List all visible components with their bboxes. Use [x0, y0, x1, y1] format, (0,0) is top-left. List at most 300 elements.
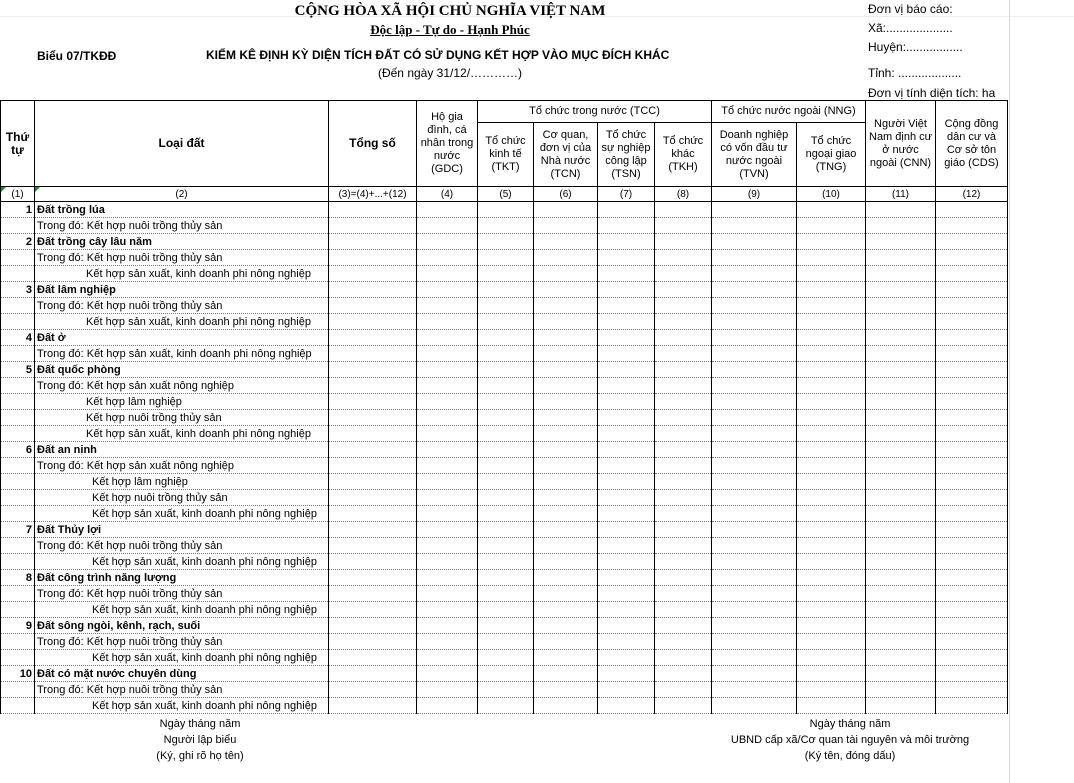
- value-cell[interactable]: [598, 666, 655, 682]
- value-cell[interactable]: [866, 586, 936, 602]
- value-cell[interactable]: [417, 698, 478, 714]
- value-cell[interactable]: [598, 346, 655, 362]
- value-cell[interactable]: [598, 602, 655, 618]
- value-cell[interactable]: [866, 266, 936, 282]
- value-cell[interactable]: [797, 202, 866, 218]
- value-cell[interactable]: [534, 394, 598, 410]
- value-cell[interactable]: [655, 442, 712, 458]
- value-cell[interactable]: [712, 202, 797, 218]
- value-cell[interactable]: [655, 634, 712, 650]
- value-cell[interactable]: [712, 330, 797, 346]
- value-cell[interactable]: [936, 458, 1008, 474]
- value-cell[interactable]: [712, 698, 797, 714]
- value-cell[interactable]: [478, 426, 534, 442]
- value-cell[interactable]: [478, 666, 534, 682]
- value-cell[interactable]: [534, 458, 598, 474]
- land-type-cell[interactable]: [35, 298, 329, 314]
- value-cell[interactable]: [534, 570, 598, 586]
- value-cell[interactable]: [534, 554, 598, 570]
- value-cell[interactable]: [936, 250, 1008, 266]
- value-cell[interactable]: [329, 570, 417, 586]
- value-cell[interactable]: [534, 682, 598, 698]
- value-cell[interactable]: [866, 330, 936, 346]
- value-cell[interactable]: [417, 330, 478, 346]
- value-cell[interactable]: [478, 538, 534, 554]
- value-cell[interactable]: [866, 698, 936, 714]
- value-cell[interactable]: [534, 362, 598, 378]
- value-cell[interactable]: [598, 618, 655, 634]
- value-cell[interactable]: [478, 202, 534, 218]
- value-cell[interactable]: [534, 218, 598, 234]
- value-cell[interactable]: [712, 378, 797, 394]
- value-cell[interactable]: [534, 378, 598, 394]
- value-cell[interactable]: [797, 234, 866, 250]
- value-cell[interactable]: [936, 602, 1008, 618]
- value-cell[interactable]: [329, 666, 417, 682]
- value-cell[interactable]: [866, 618, 936, 634]
- value-cell[interactable]: [478, 362, 534, 378]
- value-cell[interactable]: [866, 554, 936, 570]
- value-cell[interactable]: [478, 458, 534, 474]
- value-cell[interactable]: [329, 298, 417, 314]
- value-cell[interactable]: [417, 490, 478, 506]
- value-cell[interactable]: [655, 394, 712, 410]
- value-cell[interactable]: [797, 458, 866, 474]
- value-cell[interactable]: [866, 218, 936, 234]
- value-cell[interactable]: [598, 378, 655, 394]
- value-cell[interactable]: [712, 538, 797, 554]
- value-cell[interactable]: [712, 586, 797, 602]
- value-cell[interactable]: [329, 522, 417, 538]
- value-cell[interactable]: [534, 346, 598, 362]
- value-cell[interactable]: [598, 314, 655, 330]
- value-cell[interactable]: [534, 314, 598, 330]
- value-cell[interactable]: [598, 522, 655, 538]
- value-cell[interactable]: [797, 586, 866, 602]
- value-cell[interactable]: [329, 554, 417, 570]
- value-cell[interactable]: [712, 634, 797, 650]
- value-cell[interactable]: [598, 250, 655, 266]
- value-cell[interactable]: [655, 234, 712, 250]
- value-cell[interactable]: [655, 538, 712, 554]
- value-cell[interactable]: [797, 394, 866, 410]
- value-cell[interactable]: [329, 602, 417, 618]
- value-cell[interactable]: [866, 362, 936, 378]
- value-cell[interactable]: [866, 378, 936, 394]
- land-type-cell[interactable]: [35, 458, 329, 474]
- value-cell[interactable]: [329, 250, 417, 266]
- value-cell[interactable]: [534, 522, 598, 538]
- value-cell[interactable]: [329, 314, 417, 330]
- value-cell[interactable]: [936, 394, 1008, 410]
- land-type-cell[interactable]: [35, 442, 329, 458]
- value-cell[interactable]: [417, 570, 478, 586]
- value-cell[interactable]: [936, 570, 1008, 586]
- value-cell[interactable]: [598, 538, 655, 554]
- value-cell[interactable]: [936, 474, 1008, 490]
- value-cell[interactable]: [712, 490, 797, 506]
- value-cell[interactable]: [655, 298, 712, 314]
- value-cell[interactable]: [534, 426, 598, 442]
- land-type-cell[interactable]: [35, 378, 329, 394]
- value-cell[interactable]: [598, 554, 655, 570]
- value-cell[interactable]: [478, 442, 534, 458]
- value-cell[interactable]: [936, 650, 1008, 666]
- value-cell[interactable]: [329, 474, 417, 490]
- value-cell[interactable]: [329, 650, 417, 666]
- value-cell[interactable]: [329, 282, 417, 298]
- value-cell[interactable]: [598, 410, 655, 426]
- value-cell[interactable]: [797, 330, 866, 346]
- value-cell[interactable]: [712, 282, 797, 298]
- value-cell[interactable]: [866, 506, 936, 522]
- land-type-cell[interactable]: [35, 602, 329, 618]
- value-cell[interactable]: [936, 314, 1008, 330]
- value-cell[interactable]: [478, 346, 534, 362]
- value-cell[interactable]: [936, 362, 1008, 378]
- value-cell[interactable]: [478, 298, 534, 314]
- value-cell[interactable]: [534, 698, 598, 714]
- value-cell[interactable]: [417, 346, 478, 362]
- value-cell[interactable]: [598, 282, 655, 298]
- value-cell[interactable]: [329, 618, 417, 634]
- value-cell[interactable]: [712, 570, 797, 586]
- value-cell[interactable]: [478, 522, 534, 538]
- value-cell[interactable]: [936, 282, 1008, 298]
- value-cell[interactable]: [936, 330, 1008, 346]
- value-cell[interactable]: [417, 298, 478, 314]
- land-type-cell[interactable]: [35, 634, 329, 650]
- value-cell[interactable]: [598, 330, 655, 346]
- value-cell[interactable]: [329, 234, 417, 250]
- value-cell[interactable]: [712, 314, 797, 330]
- value-cell[interactable]: [655, 330, 712, 346]
- value-cell[interactable]: [478, 410, 534, 426]
- value-cell[interactable]: [866, 602, 936, 618]
- value-cell[interactable]: [936, 442, 1008, 458]
- value-cell[interactable]: [329, 202, 417, 218]
- value-cell[interactable]: [655, 570, 712, 586]
- value-cell[interactable]: [598, 298, 655, 314]
- value-cell[interactable]: [655, 378, 712, 394]
- value-cell[interactable]: [598, 474, 655, 490]
- land-type-cell[interactable]: [35, 666, 329, 682]
- value-cell[interactable]: [417, 650, 478, 666]
- value-cell[interactable]: [534, 250, 598, 266]
- value-cell[interactable]: [712, 682, 797, 698]
- value-cell[interactable]: [797, 490, 866, 506]
- value-cell[interactable]: [478, 570, 534, 586]
- land-type-cell[interactable]: [35, 330, 329, 346]
- value-cell[interactable]: [598, 362, 655, 378]
- value-cell[interactable]: [534, 634, 598, 650]
- value-cell[interactable]: [866, 666, 936, 682]
- value-cell[interactable]: [655, 458, 712, 474]
- value-cell[interactable]: [417, 234, 478, 250]
- value-cell[interactable]: [329, 426, 417, 442]
- land-type-cell[interactable]: [35, 506, 329, 522]
- value-cell[interactable]: [598, 202, 655, 218]
- value-cell[interactable]: [478, 314, 534, 330]
- value-cell[interactable]: [936, 266, 1008, 282]
- value-cell[interactable]: [534, 282, 598, 298]
- value-cell[interactable]: [329, 442, 417, 458]
- value-cell[interactable]: [712, 506, 797, 522]
- value-cell[interactable]: [712, 522, 797, 538]
- value-cell[interactable]: [417, 458, 478, 474]
- value-cell[interactable]: [598, 650, 655, 666]
- value-cell[interactable]: [534, 474, 598, 490]
- value-cell[interactable]: [797, 410, 866, 426]
- value-cell[interactable]: [478, 650, 534, 666]
- value-cell[interactable]: [534, 330, 598, 346]
- value-cell[interactable]: [417, 666, 478, 682]
- value-cell[interactable]: [478, 330, 534, 346]
- value-cell[interactable]: [797, 538, 866, 554]
- value-cell[interactable]: [478, 602, 534, 618]
- value-cell[interactable]: [478, 506, 534, 522]
- value-cell[interactable]: [478, 266, 534, 282]
- value-cell[interactable]: [417, 618, 478, 634]
- value-cell[interactable]: [478, 378, 534, 394]
- value-cell[interactable]: [534, 410, 598, 426]
- value-cell[interactable]: [478, 394, 534, 410]
- value-cell[interactable]: [936, 522, 1008, 538]
- value-cell[interactable]: [478, 474, 534, 490]
- value-cell[interactable]: [797, 666, 866, 682]
- value-cell[interactable]: [797, 474, 866, 490]
- value-cell[interactable]: [936, 490, 1008, 506]
- value-cell[interactable]: [417, 682, 478, 698]
- value-cell[interactable]: [936, 618, 1008, 634]
- value-cell[interactable]: [534, 234, 598, 250]
- land-type-cell[interactable]: [35, 282, 329, 298]
- value-cell[interactable]: [797, 650, 866, 666]
- value-cell[interactable]: [417, 202, 478, 218]
- value-cell[interactable]: [866, 394, 936, 410]
- value-cell[interactable]: [712, 426, 797, 442]
- value-cell[interactable]: [534, 506, 598, 522]
- value-cell[interactable]: [712, 650, 797, 666]
- value-cell[interactable]: [797, 266, 866, 282]
- value-cell[interactable]: [797, 314, 866, 330]
- value-cell[interactable]: [417, 410, 478, 426]
- value-cell[interactable]: [534, 586, 598, 602]
- land-type-cell[interactable]: [35, 474, 329, 490]
- value-cell[interactable]: [936, 218, 1008, 234]
- value-cell[interactable]: [936, 202, 1008, 218]
- value-cell[interactable]: [866, 570, 936, 586]
- value-cell[interactable]: [936, 698, 1008, 714]
- value-cell[interactable]: [478, 554, 534, 570]
- value-cell[interactable]: [712, 362, 797, 378]
- value-cell[interactable]: [655, 698, 712, 714]
- value-cell[interactable]: [655, 522, 712, 538]
- value-cell[interactable]: [797, 250, 866, 266]
- value-cell[interactable]: [329, 634, 417, 650]
- value-cell[interactable]: [936, 538, 1008, 554]
- value-cell[interactable]: [797, 442, 866, 458]
- value-cell[interactable]: [534, 266, 598, 282]
- value-cell[interactable]: [417, 426, 478, 442]
- value-cell[interactable]: [598, 218, 655, 234]
- value-cell[interactable]: [478, 282, 534, 298]
- value-cell[interactable]: [598, 698, 655, 714]
- value-cell[interactable]: [655, 474, 712, 490]
- value-cell[interactable]: [866, 410, 936, 426]
- value-cell[interactable]: [329, 586, 417, 602]
- value-cell[interactable]: [866, 282, 936, 298]
- value-cell[interactable]: [417, 538, 478, 554]
- land-type-cell[interactable]: [35, 586, 329, 602]
- value-cell[interactable]: [936, 506, 1008, 522]
- value-cell[interactable]: [797, 298, 866, 314]
- value-cell[interactable]: [936, 554, 1008, 570]
- value-cell[interactable]: [712, 234, 797, 250]
- value-cell[interactable]: [866, 442, 936, 458]
- value-cell[interactable]: [329, 330, 417, 346]
- land-type-cell[interactable]: [35, 250, 329, 266]
- value-cell[interactable]: [598, 442, 655, 458]
- value-cell[interactable]: [655, 346, 712, 362]
- value-cell[interactable]: [866, 234, 936, 250]
- value-cell[interactable]: [712, 218, 797, 234]
- land-type-cell[interactable]: [35, 362, 329, 378]
- value-cell[interactable]: [417, 506, 478, 522]
- value-cell[interactable]: [866, 650, 936, 666]
- value-cell[interactable]: [478, 634, 534, 650]
- value-cell[interactable]: [598, 634, 655, 650]
- value-cell[interactable]: [417, 250, 478, 266]
- value-cell[interactable]: [417, 586, 478, 602]
- value-cell[interactable]: [417, 378, 478, 394]
- value-cell[interactable]: [712, 458, 797, 474]
- value-cell[interactable]: [534, 202, 598, 218]
- value-cell[interactable]: [797, 426, 866, 442]
- value-cell[interactable]: [936, 298, 1008, 314]
- value-cell[interactable]: [598, 586, 655, 602]
- value-cell[interactable]: [866, 426, 936, 442]
- value-cell[interactable]: [655, 282, 712, 298]
- value-cell[interactable]: [598, 570, 655, 586]
- value-cell[interactable]: [329, 362, 417, 378]
- value-cell[interactable]: [712, 266, 797, 282]
- value-cell[interactable]: [655, 602, 712, 618]
- value-cell[interactable]: [478, 698, 534, 714]
- value-cell[interactable]: [417, 442, 478, 458]
- land-type-cell[interactable]: [35, 618, 329, 634]
- value-cell[interactable]: [598, 682, 655, 698]
- value-cell[interactable]: [866, 682, 936, 698]
- value-cell[interactable]: [329, 218, 417, 234]
- value-cell[interactable]: [417, 314, 478, 330]
- value-cell[interactable]: [866, 314, 936, 330]
- value-cell[interactable]: [478, 218, 534, 234]
- value-cell[interactable]: [797, 570, 866, 586]
- value-cell[interactable]: [866, 458, 936, 474]
- value-cell[interactable]: [329, 682, 417, 698]
- value-cell[interactable]: [797, 506, 866, 522]
- land-type-cell[interactable]: [35, 394, 329, 410]
- land-type-cell[interactable]: [35, 234, 329, 250]
- value-cell[interactable]: [329, 410, 417, 426]
- value-cell[interactable]: [866, 522, 936, 538]
- value-cell[interactable]: [797, 634, 866, 650]
- value-cell[interactable]: [478, 250, 534, 266]
- value-cell[interactable]: [712, 250, 797, 266]
- value-cell[interactable]: [534, 298, 598, 314]
- value-cell[interactable]: [329, 378, 417, 394]
- value-cell[interactable]: [797, 346, 866, 362]
- value-cell[interactable]: [329, 458, 417, 474]
- value-cell[interactable]: [936, 666, 1008, 682]
- value-cell[interactable]: [417, 522, 478, 538]
- value-cell[interactable]: [655, 650, 712, 666]
- value-cell[interactable]: [797, 618, 866, 634]
- value-cell[interactable]: [797, 522, 866, 538]
- value-cell[interactable]: [417, 554, 478, 570]
- value-cell[interactable]: [655, 682, 712, 698]
- land-type-cell[interactable]: [35, 266, 329, 282]
- value-cell[interactable]: [797, 362, 866, 378]
- value-cell[interactable]: [417, 474, 478, 490]
- value-cell[interactable]: [598, 234, 655, 250]
- value-cell[interactable]: [936, 378, 1008, 394]
- value-cell[interactable]: [655, 314, 712, 330]
- value-cell[interactable]: [712, 602, 797, 618]
- value-cell[interactable]: [534, 538, 598, 554]
- value-cell[interactable]: [797, 282, 866, 298]
- value-cell[interactable]: [655, 666, 712, 682]
- land-type-cell[interactable]: [35, 650, 329, 666]
- value-cell[interactable]: [655, 426, 712, 442]
- value-cell[interactable]: [866, 490, 936, 506]
- value-cell[interactable]: [655, 266, 712, 282]
- value-cell[interactable]: [598, 506, 655, 522]
- value-cell[interactable]: [712, 474, 797, 490]
- land-type-cell[interactable]: [35, 490, 329, 506]
- land-type-cell[interactable]: [35, 426, 329, 442]
- land-type-cell[interactable]: [35, 522, 329, 538]
- value-cell[interactable]: [329, 490, 417, 506]
- value-cell[interactable]: [936, 586, 1008, 602]
- value-cell[interactable]: [478, 586, 534, 602]
- value-cell[interactable]: [534, 442, 598, 458]
- value-cell[interactable]: [534, 666, 598, 682]
- value-cell[interactable]: [936, 234, 1008, 250]
- value-cell[interactable]: [712, 618, 797, 634]
- value-cell[interactable]: [712, 410, 797, 426]
- value-cell[interactable]: [936, 426, 1008, 442]
- value-cell[interactable]: [598, 458, 655, 474]
- land-type-cell[interactable]: [35, 698, 329, 714]
- value-cell[interactable]: [534, 650, 598, 666]
- land-type-cell[interactable]: [35, 682, 329, 698]
- value-cell[interactable]: [417, 602, 478, 618]
- value-cell[interactable]: [866, 346, 936, 362]
- value-cell[interactable]: [866, 202, 936, 218]
- value-cell[interactable]: [936, 346, 1008, 362]
- value-cell[interactable]: [329, 394, 417, 410]
- value-cell[interactable]: [655, 490, 712, 506]
- value-cell[interactable]: [534, 602, 598, 618]
- value-cell[interactable]: [417, 282, 478, 298]
- value-cell[interactable]: [598, 426, 655, 442]
- value-cell[interactable]: [478, 682, 534, 698]
- land-type-cell[interactable]: [35, 538, 329, 554]
- value-cell[interactable]: [417, 362, 478, 378]
- land-type-cell[interactable]: [35, 314, 329, 330]
